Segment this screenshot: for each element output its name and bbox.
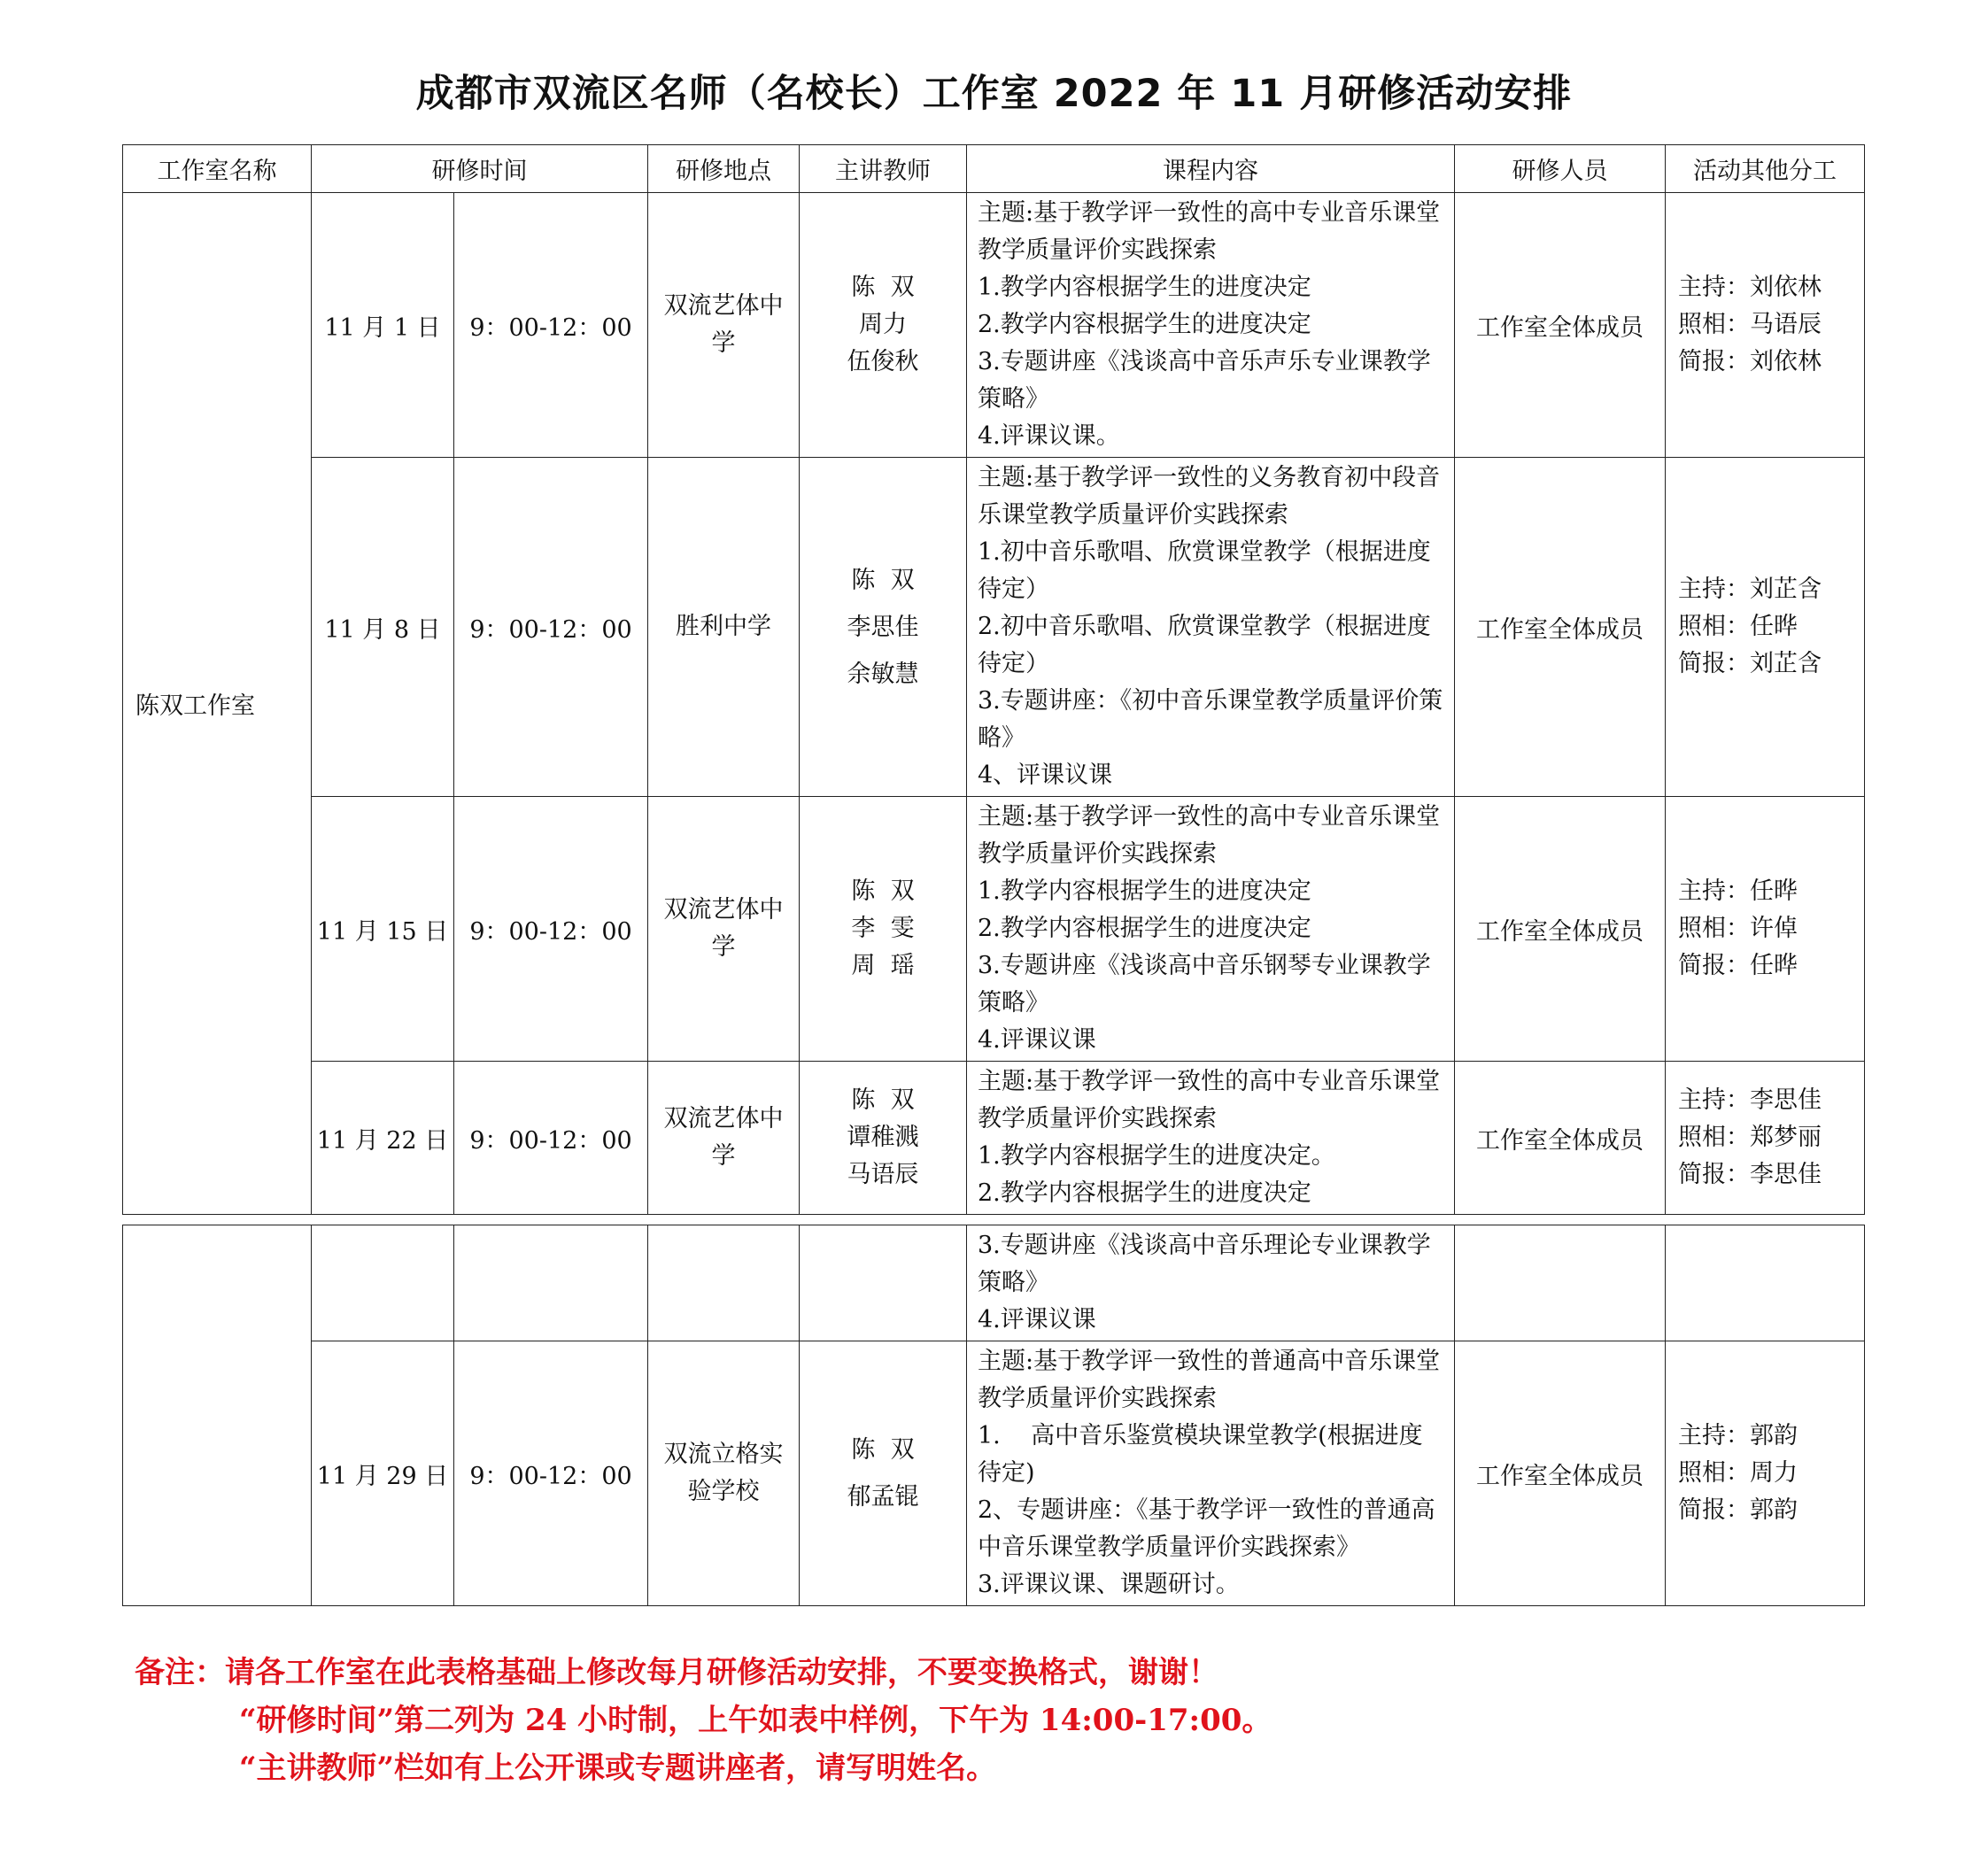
location-cell-empty	[648, 1225, 800, 1341]
date-cell: 11 月 8 日	[312, 458, 454, 797]
time-cell: 9：00-12：00	[454, 797, 648, 1062]
table-row	[123, 1225, 1865, 1341]
participants-cell: 工作室全体成员	[1455, 458, 1666, 797]
header-studio: 工作室名称	[123, 145, 312, 193]
header-location: 研修地点	[648, 145, 800, 193]
studio-name-cell-empty	[123, 1225, 312, 1606]
table-row	[123, 1062, 1865, 1215]
date-cell: 11 月 22 日	[312, 1062, 454, 1215]
teachers-cell: 陈 双 谭稚溅 马语辰	[800, 1062, 967, 1215]
header-time: 研修时间	[312, 145, 648, 193]
note-line-3: “主讲教师”栏如有上公开课或专题讲座者，请写明姓名。	[239, 1751, 997, 1786]
time-cell: 9：00-12：00	[454, 458, 648, 797]
table-row	[123, 193, 1865, 458]
roles-cell: 主持：郭韵 照相：周力 简报：郭韵	[1666, 1341, 1865, 1606]
notes-section	[135, 1649, 1272, 1792]
table-row	[123, 1341, 1865, 1606]
content-cell: 主题:基于教学评一致性的高中专业音乐课堂教学质量评价实践探索 1.教学内容根据学生的进度决定 2.教学内容根据学生的进度决定 3.专题讲座《浅谈高中音乐钢琴专业课教学策略》 4.评课议课	[967, 797, 1455, 1062]
header-row	[123, 145, 1865, 193]
participants-cell: 工作室全体成员	[1455, 797, 1666, 1062]
time-cell: 9：00-12：00	[454, 193, 648, 458]
header-teacher: 主讲教师	[800, 145, 967, 193]
note-line-1: 备注：请各工作室在此表格基础上修改每月研修活动安排，不要变换格式，谢谢！	[135, 1655, 1218, 1690]
date-cell: 11 月 29 日	[312, 1341, 454, 1606]
date-cell: 11 月 15 日	[312, 797, 454, 1062]
teachers-cell: 陈 双 李思佳 余敏慧	[800, 458, 967, 797]
location-cell: 双流艺体中学	[648, 1062, 800, 1215]
teachers-cell: 陈 双 李 雯 周 瑶	[800, 797, 967, 1062]
content-cell: 主题:基于教学评一致性的普通高中音乐课堂教学质量评价实践探索 1. 高中音乐鉴赏模块课堂教学(根据进度待定) 2、专题讲座：《基于教学评一致性的普通高中音乐课堂教学质量评价实践探索》 3.评课议课、课题研讨。	[967, 1341, 1455, 1606]
content-cell: 主题:基于教学评一致性的高中专业音乐课堂教学质量评价实践探索 1.教学内容根据学生的进度决定 2.教学内容根据学生的进度决定 3.专题讲座《浅谈高中音乐声乐专业课教学策略》 4.评课议课。	[967, 193, 1455, 458]
teachers-cell: 陈 双 郁孟锟	[800, 1341, 967, 1606]
time-cell: 9：00-12：00	[454, 1062, 648, 1215]
roles-cell: 主持：李思佳 照相：郑梦丽 简报：李思佳	[1666, 1062, 1865, 1215]
location-cell: 胜利中学	[648, 458, 800, 797]
teachers-cell: 陈 双 周力 伍俊秋	[800, 193, 967, 458]
content-cell: 3.专题讲座《浅谈高中音乐理论专业课教学策略》 4.评课议课	[967, 1225, 1455, 1341]
header-participants: 研修人员	[1455, 145, 1666, 193]
date-cell-empty	[312, 1225, 454, 1341]
content-cell: 主题:基于教学评一致性的高中专业音乐课堂教学质量评价实践探索 1.教学内容根据学生的进度决定。 2.教学内容根据学生的进度决定	[967, 1062, 1455, 1215]
table-row	[123, 458, 1865, 797]
time-cell-empty	[454, 1225, 648, 1341]
participants-cell: 工作室全体成员	[1455, 1341, 1666, 1606]
schedule-table-continued	[122, 1225, 1865, 1606]
table-row	[123, 797, 1865, 1062]
note-line-2: “研修时间”第二列为 24 小时制，上午如表中样例，下午为 14:00-17:00。	[239, 1703, 1272, 1738]
date-cell: 11 月 1 日	[312, 193, 454, 458]
header-roles: 活动其他分工	[1666, 145, 1865, 193]
teachers-cell-empty	[800, 1225, 967, 1341]
roles-cell-empty	[1666, 1225, 1865, 1341]
roles-cell: 主持：刘依林 照相：马语辰 简报：刘依林	[1666, 193, 1865, 458]
participants-cell: 工作室全体成员	[1455, 193, 1666, 458]
location-cell: 双流立格实验学校	[648, 1341, 800, 1606]
participants-cell-empty	[1455, 1225, 1666, 1341]
schedule-table	[122, 144, 1865, 1215]
location-cell: 双流艺体中学	[648, 193, 800, 458]
roles-cell: 主持：任晔 照相：许倬 简报：任晔	[1666, 797, 1865, 1062]
location-cell: 双流艺体中学	[648, 797, 800, 1062]
studio-name-cell: 陈双工作室	[123, 193, 312, 1215]
content-cell: 主题:基于教学评一致性的义务教育初中段音乐课堂教学质量评价实践探索 1.初中音乐歌唱、欣赏课堂教学（根据进度待定） 2.初中音乐歌唱、欣赏课堂教学（根据进度待定） 3.专题讲座：《初中音乐课堂教学质量评价策略》 4、评课议课	[967, 458, 1455, 797]
page-title: 成都市双流区名师（名校长）工作室 2022 年 11 月研修活动安排	[415, 72, 1573, 116]
header-content: 课程内容	[967, 145, 1455, 193]
time-cell: 9：00-12：00	[454, 1341, 648, 1606]
participants-cell: 工作室全体成员	[1455, 1062, 1666, 1215]
roles-cell: 主持：刘芷含 照相：任晔 简报：刘芷含	[1666, 458, 1865, 797]
